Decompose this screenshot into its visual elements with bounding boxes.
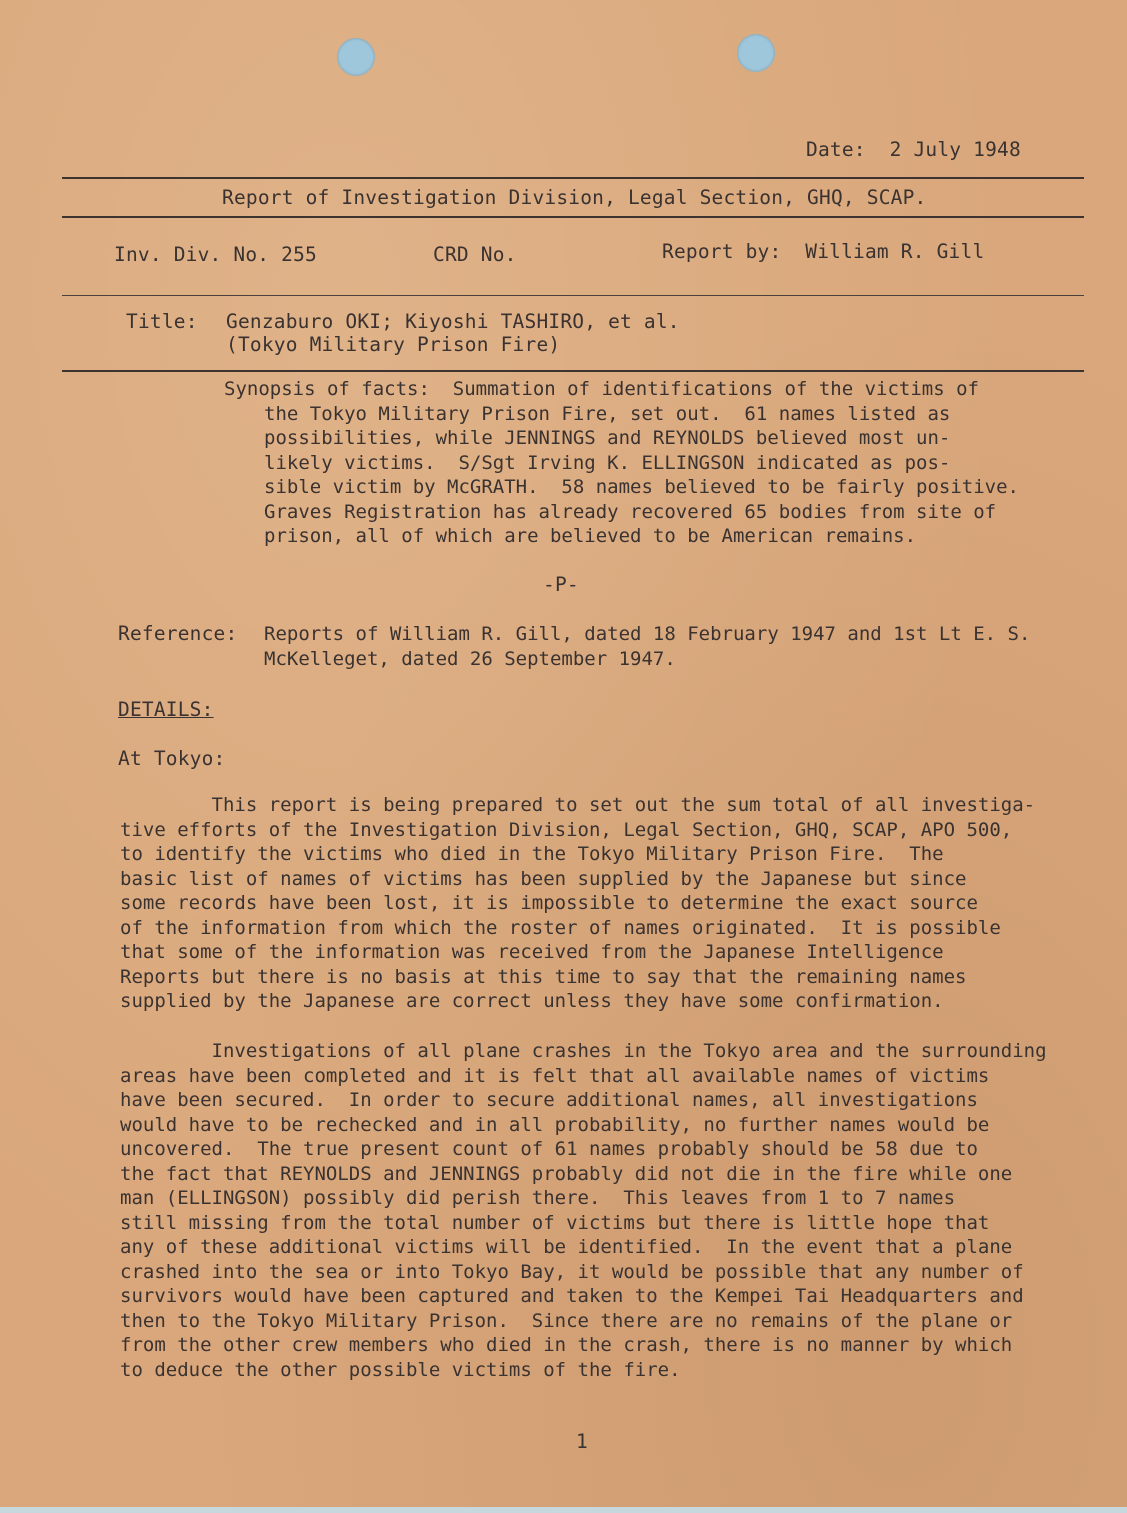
details-heading: DETAILS: <box>118 698 214 721</box>
title-rule-bottom <box>62 370 1084 372</box>
paragraph-line: of the information from which the roster of names originated. It is possible <box>120 916 1001 939</box>
paragraph-line: have been secured. In order to secure additional names, all investigations <box>120 1089 978 1111</box>
punch-hole-left <box>337 38 375 76</box>
synopsis-line: Synopsis of facts: Summation of identifications of the victims of <box>224 378 979 400</box>
reference-line: McKelleget, dated 26 September 1947. <box>264 647 676 670</box>
paragraph-line: the fact that REYNOLDS and JENNINGS probably did not die in the fire while one <box>120 1162 1013 1185</box>
paragraph-line: to identify the victims who died in the Tokyo Military Prison Fire. The <box>120 843 944 865</box>
paragraph-line: any of these additional victims will be identified. In the event that a plane <box>120 1236 1013 1258</box>
paragraph-line: Reports but there is no basis at this time to say that the remaining names <box>120 965 967 988</box>
paragraph-line: Investigations of all plane crashes in the Tokyo area and the surrounding <box>120 1040 1047 1062</box>
punch-hole-right <box>737 34 775 72</box>
title-rule-top <box>62 295 1084 296</box>
report-author: Report by: William R. Gill <box>662 240 985 263</box>
location-heading: At Tokyo: <box>118 747 226 770</box>
synopsis-line: likely victims. S/Sgt Irving K. ELLINGSON indicated as pos- <box>264 451 951 474</box>
paragraph-line: to deduce the other possible victims of the fire. <box>120 1358 681 1381</box>
reference-text <box>264 622 1030 671</box>
synopsis-line: possibilities, while JENNINGS and REYNOLDS believed most un- <box>264 427 951 449</box>
synopsis <box>224 377 1019 549</box>
paragraph-line: This report is being prepared to set out the sum total of all investiga- <box>120 794 1036 816</box>
paragraph-line: tive efforts of the Investigation Division, Legal Section, GHQ, SCAP, APO 500, <box>120 818 1013 841</box>
paragraph-line: then to the Tokyo Military Prison. Since there are no remains of the plane or <box>120 1309 1013 1332</box>
reference-label: Reference: <box>118 622 238 645</box>
details-paragraph-2 <box>120 1039 1047 1382</box>
paragraph-line: some records have been lost, it is impossible to determine the exact source <box>120 892 978 914</box>
reference-line: Reports of William R. Gill, dated 18 February 1947 and 1st Lt E. S. <box>264 623 1031 645</box>
header-rule-bottom <box>62 216 1084 218</box>
synopsis-line: sible victim by McGRATH. 58 names believed to be fairly positive. <box>264 476 1019 498</box>
paragraph-line: areas have been completed and it is felt that all available names of victims <box>120 1064 990 1087</box>
report-date: Date: 2 July 1948 <box>806 138 1021 161</box>
paragraph-line: man (ELLINGSON) possibly did perish there. This leaves from 1 to 7 names <box>120 1187 956 1209</box>
synopsis-line: prison, all of which are believed to be American remains. <box>264 525 917 547</box>
paragraph-line: still missing from the total number of victims but there is little hope that <box>120 1211 990 1234</box>
page-number: 1 <box>576 1430 588 1453</box>
report-header-title: Report of Investigation Division, Legal Section, GHQ, SCAP. <box>222 186 927 209</box>
p-marker: -P- <box>543 573 579 596</box>
paragraph-line: crashed into the sea or into Tokyo Bay, it would be possible that any number of <box>120 1260 1024 1283</box>
synopsis-line: the Tokyo Military Prison Fire, set out. 61 names listed as <box>264 402 951 425</box>
title-label: Title: <box>126 310 198 333</box>
scan-edge <box>0 1507 1127 1513</box>
inv-div-number: Inv. Div. No. 255 <box>114 243 317 266</box>
paragraph-line: survivors would have been captured and taken to the Kempei Tai Headquarters and <box>120 1285 1024 1307</box>
paragraph-line: basic list of names of victims has been supplied by the Japanese but since <box>120 867 967 890</box>
header-rule-top <box>62 177 1084 179</box>
synopsis-line: Graves Registration has already recovered 65 bodies from site of <box>264 500 997 523</box>
paragraph-line: from the other crew members who died in the crash, there is no manner by which <box>120 1334 1013 1356</box>
paragraph-line: supplied by the Japanese are correct unless they have some confirmation. <box>120 990 944 1012</box>
details-paragraph-1 <box>120 793 1035 1014</box>
paragraph-line: that some of the information was received from the Japanese Intelligence <box>120 941 944 963</box>
crd-number: CRD No. <box>433 243 517 266</box>
paragraph-line: would have to be rechecked and in all probability, no further names would be <box>120 1113 990 1136</box>
case-subtitle: (Tokyo Military Prison Fire) <box>226 333 561 356</box>
paragraph-line: uncovered. The true present count of 61 names probably should be 58 due to <box>120 1138 978 1160</box>
case-title: Genzaburo OKI; Kiyoshi TASHIRO, et al. <box>226 310 680 333</box>
